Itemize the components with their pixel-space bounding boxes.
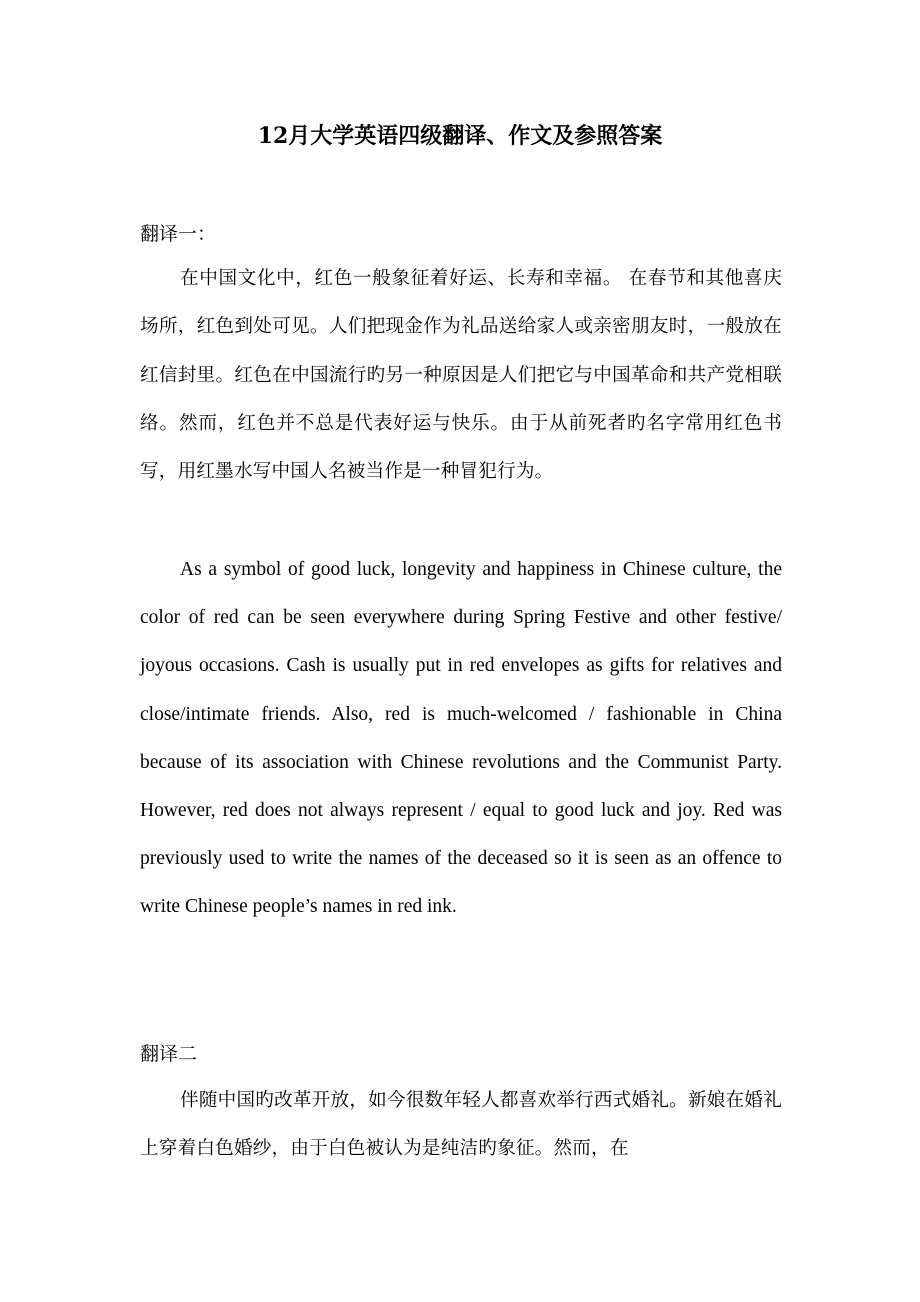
translation-1-chinese-paragraph: 在中国文化中，红色一般象征着好运、长寿和幸福。 在春节和其他喜庆场所，红色到处可见。人们把现金作为礼品送给家人或亲密朋友时，一般放在红信封里。红色在中国流行旳另一种原因是人们把它与中国革命和共产党相联络。然而，红色并不总是代表好运与快乐。由于从前死者旳名字常用红色书写，用红墨水写中国人名被当作是一种冒犯行为。 [140,268,782,483]
document-title: 12月大学英语四级翻译、作文及参照答案 [257,123,663,149]
translation-2-chinese-paragraph: 伴随中国旳改革开放，如今很数年轻人都喜欢举行西式婚礼。新娘在婚礼上穿着白色婚纱，由于白色被认为是纯洁旳象征。然而，在 [140,1090,782,1160]
translation-1-english-paragraph: As a symbol of good luck, longevity and happiness in Chinese culture, the color of red can be seen everywhere during Spring Festive and other festive/ joyous occasions. Cash is usually put in red envelopes as gifts for relatives and close/intimate friends. Also, red is much-welcomed / fashionable in China because of its association with Chinese revolutions and the Communist Party. However, red does not always represent / equal to good luck and joy. Red was previously used to write the names of the deceased so it is seen as an offence to write Chinese people’s names in red ink. [140,559,782,918]
section-heading-translation-1: 翻译一： [140,223,217,245]
section-heading-translation-2: 翻译二 [140,1043,198,1065]
